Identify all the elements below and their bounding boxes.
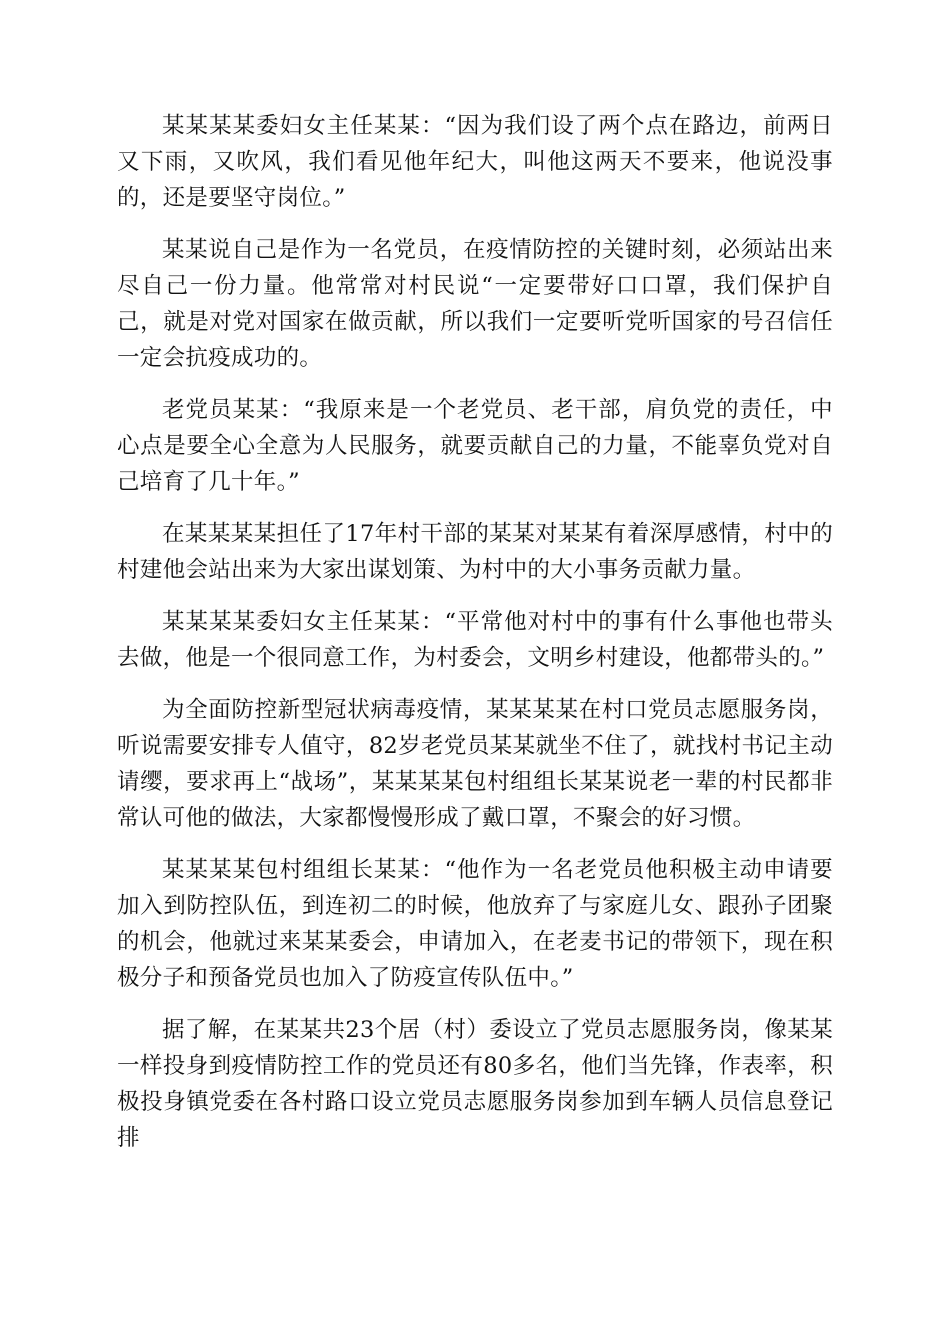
paragraph: 在某某某某担任了17年村干部的某某对某某有着深厚感情，村中的村建他会站出来为大家出谋划策、为村中的大小事务贡献力量。 [117,521,833,583]
paragraph: 据了解，在某某共23个居（村）委设立了党员志愿服务岗，像某某一样投身到疫情防控工作的党员还有80多名，他们当先锋，作表率，积极投身镇党委在各村路口设立党员志愿服务岗参加到车辆人员信息登记排 [117,1017,833,1151]
paragraph: 某某某某包村组组长某某：“他作为一名老党员他积极主动申请要加入到防控队伍，到连初二的时候，他放弃了与家庭儿女、跟孙子团聚的机会，他就过来某某委会，申请加入，在老麦书记的带领下，现在积极分子和预备党员也加入了防疫宣传队伍中。” [117,857,833,991]
paragraph: 为全面防控新型冠状病毒疫情，某某某某在村口党员志愿服务岗，听说需要安排专人值守，82岁老党员某某就坐不住了，就找村书记主动请缨，要求再上“战场”，某某某某包村组组长某某说老一辈的村民都非常认可他的做法，大家都慢慢形成了戴口罩，不聚会的好习惯。 [117,697,833,831]
paragraph: 某某某某委妇女主任某某：“平常他对村中的事有什么事他也带头去做，他是一个很同意工作，为村委会，文明乡村建设，他都带头的。” [117,609,833,671]
paragraph: 老党员某某：“我原来是一个老党员、老干部，肩负党的责任，中心点是要全心全意为人民服务，就要贡献自己的力量，不能辜负党对自己培育了几十年。” [117,397,833,495]
paragraph: 某某某某委妇女主任某某：“因为我们设了两个点在路边，前两日又下雨，又吹风，我们看见他年纪大，叫他这两天不要来，他说没事的，还是要坚守岗位。” [117,113,833,211]
paragraph: 某某说自己是作为一名党员，在疫情防控的关键时刻，必须站出来尽自己一份力量。他常常对村民说“一定要带好口口罩，我们保护自己，就是对党对国家在做贡献，所以我们一定要听党听国家的号召信任一定会抗疫成功的。 [117,237,833,371]
document-body [117,108,833,1172]
